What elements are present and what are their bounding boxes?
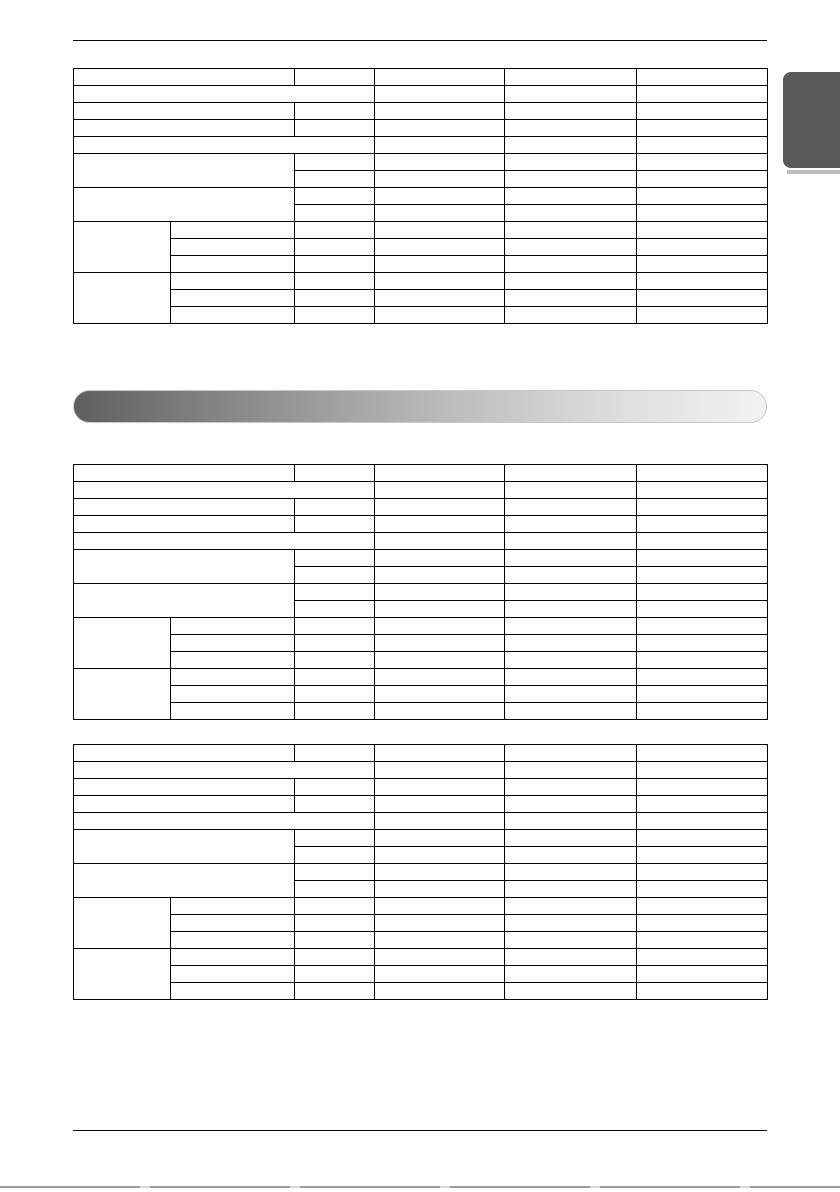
table-cell: [637, 779, 768, 796]
table-cell: [375, 618, 505, 635]
table-row: [74, 239, 768, 256]
table-row: [74, 482, 768, 499]
table-cell: [295, 499, 375, 516]
table-row: [74, 273, 768, 290]
table-cell: [637, 222, 768, 239]
table-cell: [375, 307, 505, 324]
table-cell: [637, 983, 768, 1000]
table-cell: [375, 154, 505, 171]
table-cell: [74, 830, 295, 864]
table-cell: [295, 567, 375, 584]
table-cell: [295, 222, 375, 239]
table-cell: [171, 222, 295, 239]
table-cell: [637, 703, 768, 720]
table-row: [74, 779, 768, 796]
table-cell: [171, 898, 295, 915]
table-cell: [505, 847, 637, 864]
table-cell: [505, 898, 637, 915]
table-cell: [505, 120, 637, 137]
table-cell: [295, 550, 375, 567]
table-cell: [505, 669, 637, 686]
table-cell: [171, 273, 295, 290]
table-cell: [375, 601, 505, 618]
table-cell: [505, 652, 637, 669]
table-cell: [637, 830, 768, 847]
table-row: [74, 635, 768, 652]
table-cell: [74, 137, 375, 154]
table-cell: [295, 830, 375, 847]
table-cell: [74, 154, 295, 188]
table-cell: [637, 881, 768, 898]
table-cell: [74, 120, 295, 137]
table-cell: [171, 669, 295, 686]
table-cell: [74, 516, 295, 533]
table-cell: [74, 898, 171, 949]
table-cell: [295, 618, 375, 635]
table-cell: [74, 745, 295, 762]
table-cell: [295, 703, 375, 720]
table-cell: [505, 188, 637, 205]
table-cell: [505, 813, 637, 830]
table-cell: [171, 949, 295, 966]
table-row: [74, 703, 768, 720]
table-cell: [505, 222, 637, 239]
table-cell: [505, 103, 637, 120]
table-cell: [295, 949, 375, 966]
table-cell: [375, 915, 505, 932]
table-cell: [295, 171, 375, 188]
table-row: [74, 983, 768, 1000]
table-cell: [375, 239, 505, 256]
table-cell: [375, 69, 505, 86]
table-cell: [375, 779, 505, 796]
table-cell: [637, 847, 768, 864]
table-cell: [375, 205, 505, 222]
table-cell: [74, 550, 295, 584]
table-row: [74, 830, 768, 847]
table-cell: [637, 669, 768, 686]
table-row: [74, 307, 768, 324]
table-cell: [74, 796, 295, 813]
table-cell: [74, 584, 295, 618]
table-row: [74, 745, 768, 762]
table-cell: [375, 830, 505, 847]
footer-rule: [73, 1130, 767, 1131]
table-cell: [375, 120, 505, 137]
table-cell: [295, 239, 375, 256]
table-cell: [637, 120, 768, 137]
table-cell: [505, 881, 637, 898]
table-row: [74, 864, 768, 881]
table-cell: [637, 516, 768, 533]
table-cell: [171, 703, 295, 720]
scan-edge: [0, 1186, 840, 1188]
table-cell: [505, 686, 637, 703]
table-row: [74, 652, 768, 669]
table-cell: [295, 898, 375, 915]
table-cell: [505, 601, 637, 618]
table-cell: [505, 932, 637, 949]
table-cell: [375, 482, 505, 499]
table-cell: [74, 949, 171, 1000]
table-cell: [637, 635, 768, 652]
table-cell: [295, 273, 375, 290]
table-cell: [637, 949, 768, 966]
table-cell: [637, 482, 768, 499]
table-cell: [505, 516, 637, 533]
table-cell: [375, 898, 505, 915]
table-cell: [637, 188, 768, 205]
table-cell: [295, 516, 375, 533]
table-cell: [295, 601, 375, 618]
table-cell: [295, 881, 375, 898]
table-cell: [505, 533, 637, 550]
table-cell: [295, 465, 375, 482]
table-row: [74, 188, 768, 205]
table-cell: [505, 635, 637, 652]
table-row: [74, 69, 768, 86]
table-cell: [637, 137, 768, 154]
table-cell: [375, 550, 505, 567]
table-cell: [375, 465, 505, 482]
table-cell: [375, 86, 505, 103]
table-cell: [74, 779, 295, 796]
table-cell: [171, 635, 295, 652]
spec-table-3: [73, 744, 768, 1000]
spec-table-2: [73, 464, 768, 720]
table-cell: [505, 949, 637, 966]
table-cell: [505, 584, 637, 601]
table-cell: [505, 966, 637, 983]
table-cell: [637, 618, 768, 635]
table-cell: [375, 103, 505, 120]
table-cell: [505, 256, 637, 273]
table-row: [74, 796, 768, 813]
table-cell: [171, 256, 295, 273]
table-cell: [375, 499, 505, 516]
table-cell: [637, 154, 768, 171]
table-cell: [375, 256, 505, 273]
table-row: [74, 120, 768, 137]
table-row: [74, 915, 768, 932]
table-cell: [375, 864, 505, 881]
table-cell: [295, 745, 375, 762]
table-cell: [375, 137, 505, 154]
table-cell: [295, 932, 375, 949]
table-cell: [375, 966, 505, 983]
table-cell: [295, 915, 375, 932]
table-row: [74, 686, 768, 703]
table-cell: [637, 273, 768, 290]
table-cell: [295, 188, 375, 205]
table-cell: [171, 652, 295, 669]
table-cell: [637, 966, 768, 983]
table-cell: [295, 120, 375, 137]
table-cell: [375, 188, 505, 205]
table-cell: [375, 171, 505, 188]
table-cell: [637, 915, 768, 932]
table-cell: [171, 618, 295, 635]
table-cell: [637, 745, 768, 762]
table-cell: [295, 779, 375, 796]
table-cell: [375, 669, 505, 686]
table-cell: [375, 533, 505, 550]
table-cell: [295, 584, 375, 601]
table-cell: [295, 290, 375, 307]
table-cell: [74, 669, 171, 720]
table-cell: [375, 762, 505, 779]
table-cell: [74, 222, 171, 273]
language-side-tab: [783, 72, 840, 168]
table-cell: [505, 69, 637, 86]
table-cell: [637, 499, 768, 516]
table-cell: [74, 86, 375, 103]
table-cell: [375, 949, 505, 966]
header-rule: [73, 40, 767, 41]
table-cell: [375, 635, 505, 652]
table-cell: [375, 290, 505, 307]
table-cell: [295, 307, 375, 324]
table-cell: [637, 171, 768, 188]
table-cell: [74, 813, 375, 830]
table-row: [74, 137, 768, 154]
table-cell: [375, 983, 505, 1000]
table-row: [74, 949, 768, 966]
table-cell: [637, 813, 768, 830]
table-cell: [637, 205, 768, 222]
table-row: [74, 86, 768, 103]
table-cell: [637, 796, 768, 813]
table-row: [74, 290, 768, 307]
table-cell: [505, 290, 637, 307]
table-cell: [505, 307, 637, 324]
table-cell: [74, 188, 295, 222]
table-cell: [375, 703, 505, 720]
table-cell: [375, 567, 505, 584]
table-cell: [637, 601, 768, 618]
table-cell: [505, 618, 637, 635]
table-cell: [505, 137, 637, 154]
table-row: [74, 550, 768, 567]
table-cell: [505, 239, 637, 256]
table-cell: [375, 222, 505, 239]
table-cell: [505, 864, 637, 881]
table-cell: [637, 239, 768, 256]
table-cell: [375, 516, 505, 533]
table-cell: [505, 983, 637, 1000]
table-cell: [74, 273, 171, 324]
table-row: [74, 154, 768, 171]
table-cell: [375, 813, 505, 830]
table-cell: [505, 796, 637, 813]
table-cell: [505, 915, 637, 932]
table-cell: [637, 533, 768, 550]
table-cell: [505, 830, 637, 847]
table-cell: [295, 256, 375, 273]
table-cell: [637, 864, 768, 881]
table-cell: [295, 635, 375, 652]
table-cell: [637, 307, 768, 324]
table-cell: [637, 898, 768, 915]
table-cell: [637, 686, 768, 703]
table-cell: [375, 932, 505, 949]
table-cell: [74, 618, 171, 669]
table-cell: [505, 567, 637, 584]
table-cell: [505, 745, 637, 762]
table-row: [74, 584, 768, 601]
table-row: [74, 813, 768, 830]
table-cell: [74, 482, 375, 499]
table-cell: [295, 69, 375, 86]
table-row: [74, 465, 768, 482]
table-cell: [637, 567, 768, 584]
table-cell: [505, 154, 637, 171]
table-cell: [171, 915, 295, 932]
table-row: [74, 222, 768, 239]
table-cell: [505, 482, 637, 499]
table-cell: [295, 103, 375, 120]
table-cell: [295, 669, 375, 686]
table-row: [74, 516, 768, 533]
table-row: [74, 669, 768, 686]
table-cell: [295, 686, 375, 703]
table-cell: [171, 307, 295, 324]
table-cell: [505, 205, 637, 222]
section-heading-bar: [73, 390, 767, 423]
table-row: [74, 499, 768, 516]
table-cell: [295, 864, 375, 881]
table-cell: [505, 86, 637, 103]
table-cell: [295, 847, 375, 864]
table-cell: [637, 550, 768, 567]
table-cell: [637, 290, 768, 307]
table-cell: [375, 652, 505, 669]
table-row: [74, 256, 768, 273]
table-cell: [637, 932, 768, 949]
table-cell: [171, 290, 295, 307]
table-cell: [171, 932, 295, 949]
table-cell: [505, 779, 637, 796]
table-row: [74, 932, 768, 949]
table-cell: [505, 171, 637, 188]
table-cell: [505, 499, 637, 516]
table-cell: [375, 796, 505, 813]
table-cell: [637, 465, 768, 482]
table-cell: [637, 584, 768, 601]
table-cell: [295, 154, 375, 171]
table-cell: [637, 103, 768, 120]
table-cell: [74, 533, 375, 550]
table-cell: [171, 239, 295, 256]
table-cell: [505, 762, 637, 779]
table-cell: [637, 86, 768, 103]
table-cell: [74, 864, 295, 898]
table-cell: [375, 745, 505, 762]
table-row: [74, 898, 768, 915]
table-row: [74, 618, 768, 635]
table-row: [74, 103, 768, 120]
table-cell: [74, 465, 295, 482]
table-cell: [375, 273, 505, 290]
table-cell: [505, 273, 637, 290]
table-row: [74, 533, 768, 550]
table-cell: [375, 584, 505, 601]
table-cell: [505, 550, 637, 567]
side-tab-shadow: [787, 170, 840, 174]
table-row: [74, 966, 768, 983]
table-cell: [375, 686, 505, 703]
table-cell: [637, 256, 768, 273]
table-cell: [74, 499, 295, 516]
spec-table-1: [73, 68, 768, 324]
table-cell: [74, 762, 375, 779]
table-cell: [375, 847, 505, 864]
table-cell: [295, 652, 375, 669]
table-cell: [637, 652, 768, 669]
table-cell: [295, 983, 375, 1000]
table-cell: [74, 69, 295, 86]
table-row: [74, 762, 768, 779]
table-cell: [295, 796, 375, 813]
table-cell: [74, 103, 295, 120]
table-cell: [171, 966, 295, 983]
table-cell: [171, 983, 295, 1000]
table-cell: [295, 205, 375, 222]
table-cell: [295, 966, 375, 983]
table-cell: [505, 703, 637, 720]
table-cell: [637, 69, 768, 86]
table-cell: [637, 762, 768, 779]
table-cell: [375, 881, 505, 898]
table-cell: [505, 465, 637, 482]
table-cell: [171, 686, 295, 703]
